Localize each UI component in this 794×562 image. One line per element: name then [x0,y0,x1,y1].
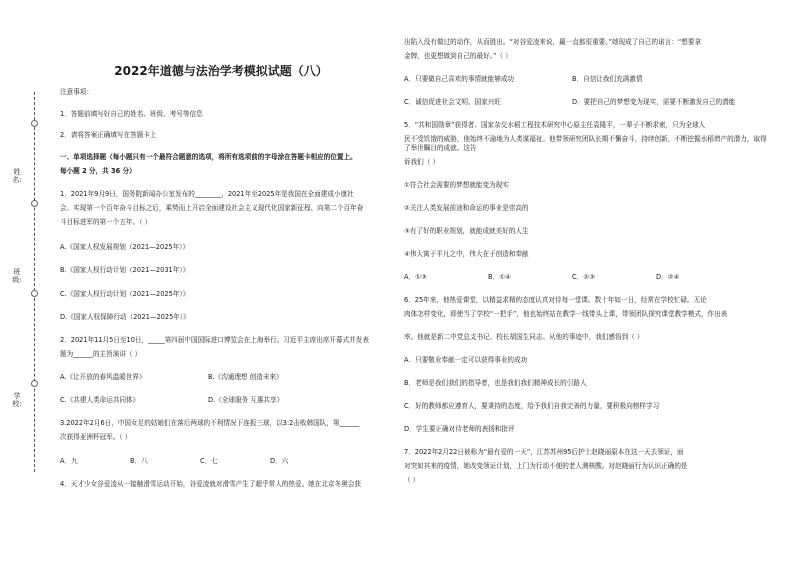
binding-hole [31,380,38,387]
school-label: 学校: [12,392,22,408]
question-6-option-a: A．只要敬业奉献一定可以获得事业的成功 [404,356,528,364]
question-3-option-c: C．七 [200,457,218,465]
question-1-text: 斗目标进军的第一个五年。（ ） [60,218,152,226]
question-1-option-a: A.《国家人权发展规划（2021—2025年）》 [60,243,190,251]
question-5-statement: ④伟大寓于平凡之中，伟大在于创造和奉献 [404,250,529,258]
question-5-option-a: A．①③ [404,273,427,281]
question-7-text: 对突如其来的疫情，她改变领证计划，上门为行动不便的老人测核酸。对赵晓丽行为认识正确的是 [404,462,688,470]
question-6-text: 率。他就是新二中党总支书记、校长胡国生同志。从他的事迹中，我们感悟到（ ） [404,333,644,341]
binding-dashed-line [34,92,35,472]
question-4-text: 4．天才少女谷爱凌从一接触滑雪运动开始，谷爱凌就对滑雪产生了超乎常人的热爱。她在北京冬奥会获 [60,480,361,488]
question-6-text: 肉体怎样变化，即使当了学校“一把手”，他也始终站在教学一线带头上课，带领团队探究课堂教学模式，作出表 [404,310,728,318]
paper-title: 2022年道德与法治学考模拟试题（八） [114,64,328,78]
question-1-option-b: B.《国家人权行动计划（2021—2031年）》 [60,266,190,274]
question-5-text: 5．“共和国勋章”获得者、国家杂交水稻工程技术研究中心原主任袁隆平，一辈子不断求索，只为全球人 [404,121,706,129]
question-2-option-a: A.《让开放的春风温暖世界》 [60,373,146,381]
question-3-text: 次获得亚洲杯冠军。（ ） [60,433,132,441]
question-1-text: 1．2021年9月9日，国务院新闻办公室发布的________，2021年至2025年是我国在全面建成小康社 [60,190,354,198]
question-4-option-d: D．要把自己的梦想变为现实，需要不断激发自己的潜能 [572,98,736,106]
question-7-text: 7．2022年2月22日被称为“最有爱的一天”，江苏苏州95后护士赵晓丽原本在这一天去领证，面 [404,448,684,456]
question-1-option-c: C.《国家人权行动计划（2021—2025年）》 [60,290,190,298]
question-3-text: 3.2022年2月6日，中国女足的姑娘们在落后两球的不利情况下连扳三球，以3:2击败韩国队，第______ [60,419,360,427]
notice-item: 1．答题前填写好自己的姓名、班级、考号等信息 [60,110,203,118]
name-label: 姓名: [12,168,22,184]
question-2-text: 题为______的主旨演讲（ ） [60,350,142,358]
binding-hole [31,120,38,127]
question-4-option-c: C．诚信促进社会文明、国家兴旺 [404,98,501,106]
binding-hole [31,290,38,297]
question-1-text: 会、实现第一个百年奋斗目标之后，乘势而上开启全面建设社会主义现代化国家新征程、向第二个百年奋 [60,204,364,212]
question-5-text: 民不受饥饿的威胁，他始终不渝地为人类谋福祉。他带领研究团队长期不懈奋斗，持续创新，不断挖掘水稻增产的潜力，取得了举世瞩目的成就。这告 [404,135,767,152]
question-6-option-b: B．老师是我们我们的指导者，也是我们我们精神成长的引路人 [404,379,587,387]
class-label: 班级: [12,268,22,284]
question-3-option-b: B．八 [130,457,148,465]
question-4-option-a: A．只要做自己喜欢的事情就能够成功 [404,75,515,83]
notice-title: 注意事项： [60,88,93,96]
question-5-statement: ③有了好的职业规划，就能成就美好的人生 [404,227,529,235]
question-6-option-c: C．好的教师都应遵育人，要秉持的态度，给予我们自我完善的力量，要积极向榜样学习 [404,402,660,410]
question-5-text: 诉我们（ ） [404,158,440,166]
question-3-option-a: A．九 [60,457,78,465]
binding-hole [31,200,38,207]
question-6-option-d: D．学生要正确对待老师的表扬和批评 [404,425,515,433]
question-5-option-c: C．②③ [572,273,596,281]
binding-margin [0,0,56,562]
question-2-option-c: C.《共建人类命运共同体》 [60,396,140,404]
section-title: 每小题 2 分，共 36 分） [60,167,136,175]
question-2-option-d: D.《全球服务 互惠共享》 [208,396,284,404]
question-6-text: 6．25年来，他热爱课堂，以精益求精的态度认真对待每一堂课。数十年如一日，经常在学校忙碌。无论 [404,296,707,304]
section-title: 一、单项选择题（每小题只有一个最符合题意的选项，将所有选项前的字母涂在答题卡相应的位置上。 [60,153,357,161]
question-2-option-b: B.《沟通理想 创造未来》 [208,373,283,381]
question-7-text: （ ） [404,476,420,484]
question-4-option-b: B．自信让我们充满激情 [572,75,643,83]
question-3-option-d: D．六 [270,457,289,465]
question-5-statement: ①符合社会需要的梦想就能变为现实 [404,181,509,189]
question-5-option-d: D．②④ [656,273,680,281]
question-4-text: 出陷入没有做过的动作，从而胜出。“对谷爱凌来说，赢一直都很重要。”她现成了自己的诺言：“想要拿 [404,38,702,46]
question-2-text: 2．2021年11月5日至10日，_____第四届中国国际进口博览会在上海举行。习近平主席出席开幕式并发表 [60,336,369,344]
question-4-text: 金牌，也更想做到自己的最好。”（ ） [404,52,512,60]
question-5-statement: ②关注人类发展前途和命运的事业是崇高的 [404,204,529,212]
question-1-option-d: D.《国家人权保障行动（2021—2025年）》 [60,313,190,321]
question-5-option-b: B．①④ [488,273,511,281]
notice-item: 2．请将答案正确填写在答题卡上 [60,131,157,139]
